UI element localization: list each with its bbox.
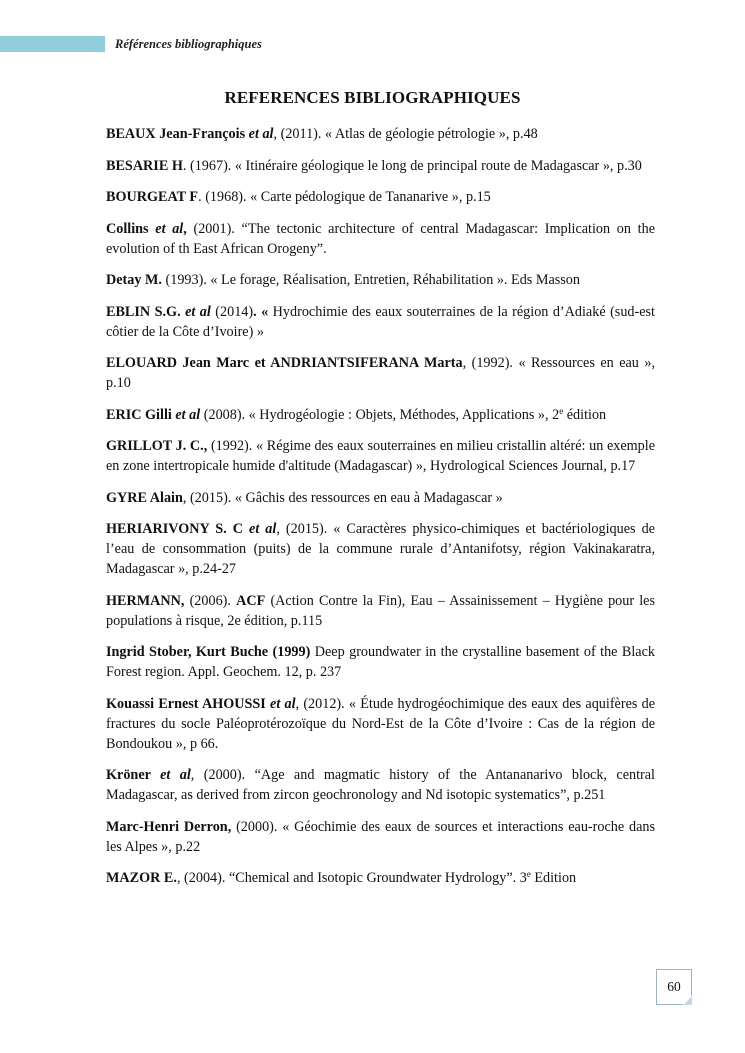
reference-entry [106,124,655,144]
reference-text: et al [185,303,211,320]
reference-entry [106,353,655,393]
reference-text: Detay M. [106,272,162,288]
reference-text: BOURGEAT F [106,189,199,205]
reference-text: (2001). “The tectonic architecture of central Madagascar: Implication on the evolution of th East African Orogeny”. [106,220,656,257]
reference-text: ACF [236,592,266,609]
reference-text: . (1968). « Carte pédologique de Tananarive », p.15 [198,189,491,205]
reference-text: EBLIN S.G. [106,303,186,320]
reference-entry [106,405,655,425]
reference-entry [106,156,655,176]
reference-text: , (2000). “Age and magmatic history of the Antananarivo block, central Madagascar, as derived from zircon geochronology and Nd isotopic systematics”, p.251 [106,767,655,803]
reference-text: et al [249,521,277,537]
reference-entry [106,765,655,805]
reference-entry [106,642,655,682]
header-accent-bar [0,36,105,52]
reference-text: Collins [106,220,156,237]
reference-entry [106,436,655,476]
reference-entry [106,270,655,290]
reference-entry [106,694,655,754]
reference-entry [106,219,655,259]
reference-entry [106,817,655,857]
reference-text: et al [160,767,191,783]
reference-text: (Action Contre la Fin), Eau – Assainissement – Hygiène pour les populations à risque, 2e édition, p.115 [106,592,656,629]
reference-text: et al [155,220,184,237]
reference-entry [106,868,655,888]
reference-text: . (1967). « Itinéraire géologique le long de principal route de Madagascar », p.30 [182,157,642,174]
reference-entry [106,591,655,631]
reference-text: et al [270,695,296,712]
reference-text: Hydrochimie des eaux souterraines de la région d’Adiaké (sud-est côtier de la Côte d’Ivoire) » [106,303,655,340]
reference-text: Edition [530,870,577,886]
reference-text: MAZOR E. [106,870,177,886]
reference-text: (1993). « Le forage, Réalisation, Entretien, Réhabilitation ». Eds Masson [161,272,580,288]
reference-text: , (2011). « Atlas de géologie pétrologie », p.48 [273,126,538,142]
reference-text: édition [563,406,607,423]
reference-text: BEAUX Jean-François [106,126,249,142]
reference-text: , [183,220,187,237]
reference-text: ERIC Gilli [106,406,176,423]
reference-text: Marc-Henri Derron, [106,818,232,835]
reference-text: Kröner [106,767,161,783]
reference-text: , (1992). « Ressources en eau », p.10 [106,355,656,391]
reference-text: (2014) [210,303,254,320]
reference-text: GRILLOT J. C., [106,438,208,454]
reference-text: (1992). « Régime des eaux souterraines en milieu cristallin altéré: un exemple en zone intertropicale humide d'altitude (Madagascar) », Hydrological Sciences Journal, p.17 [106,438,655,474]
reference-text: GYRE Alain [106,489,183,506]
page-title: REFERENCES BIBLIOGRAPHIQUES [224,88,521,107]
reference-text: HERMANN, [106,592,185,609]
reference-entry [106,187,655,207]
reference-text: (2008). « Hydrogéologie : Objets, Méthodes, Applications », 2 [200,406,560,423]
reference-text: Kouassi Ernest AHOUSSI [106,695,271,712]
reference-text: Deep groundwater in the crystalline basement of the Black Forest region. Appl. Geochem. 12, p. 237 [106,644,655,680]
reference-text: (2000). « Géochimie des eaux de sources et interactions eau-roche dans les Alpes », p.22 [106,818,655,855]
reference-entry [106,302,655,342]
reference-text: . « [253,303,269,320]
reference-entry [106,519,655,579]
reference-text: , (2015). « Caractères physico-chimiques et bactériologiques de l’eau de consommation (puits) de la commune rurale d’Antanifotsy, région Vakinakaratra, Madagascar », p.24-27 [106,521,655,577]
reference-text: , (2012). « Étude hydrogéochimique des eaux des aquifères de fractures du socle Paléoprotérozoïque du Nord-Est de la Côte d’Ivoire : Cas de la région de Bondoukou », p 66. [106,695,655,752]
reference-text: HERIARIVONY S. C [106,521,250,537]
reference-text: e [526,869,531,879]
reference-text: , (2015). « Gâchis des ressources en eau à Madagascar » [182,489,503,506]
reference-entry [106,488,655,508]
reference-text: et al [248,126,274,142]
reference-text: BESARIE H [106,157,183,174]
page-number: 60 [656,969,692,1005]
reference-text: et al [175,406,201,423]
running-header-title: Références bibliographiques [115,37,262,51]
reference-list [106,124,655,900]
reference-text: (2006). [184,592,237,609]
reference-text: , (2004). “Chemical and Isotopic Groundwater Hydrology”. 3 [176,870,527,886]
reference-text: Ingrid Stober, Kurt Buche (1999) [106,644,311,660]
reference-text: e [559,405,564,416]
reference-text: ELOUARD Jean Marc et ANDRIANTSIFERANA Marta [106,355,463,371]
